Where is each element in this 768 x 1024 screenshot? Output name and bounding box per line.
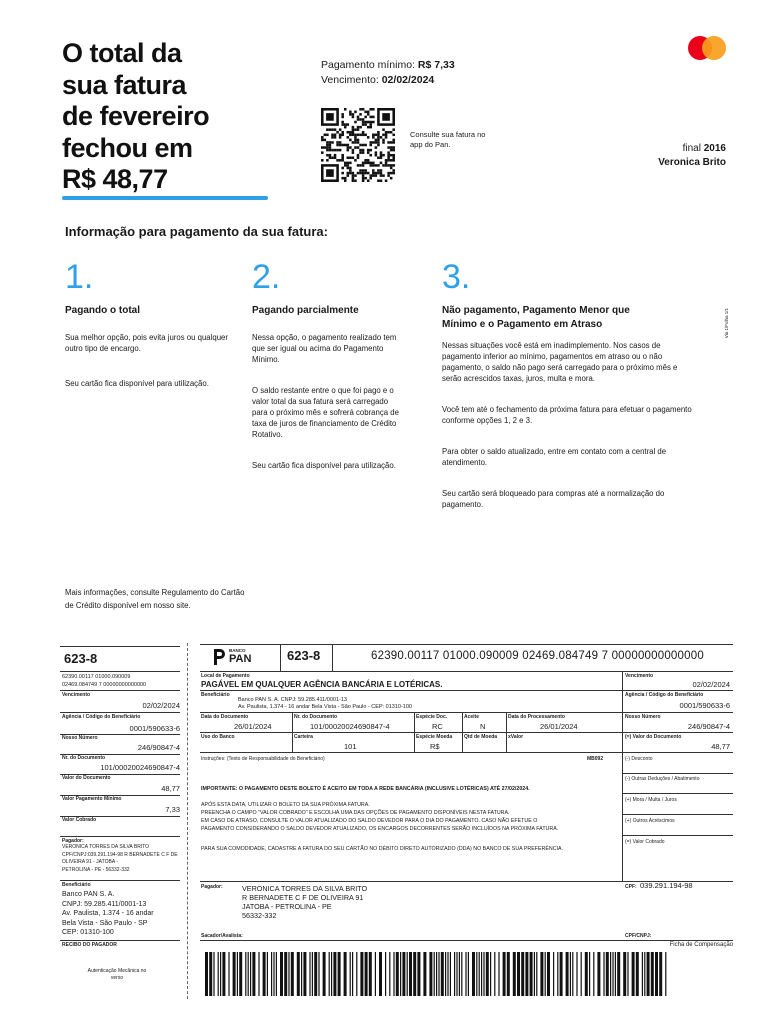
cut-line: [187, 643, 188, 999]
bank-code: 623-8: [287, 648, 321, 663]
valor-doc-label: (=) Valor do Documento: [625, 734, 682, 740]
aceite: N: [480, 722, 486, 731]
stub-recibo: RECIBO DO PAGADOR: [62, 942, 117, 948]
stub-pagador-line: CPF/CNPJ:039.291.194-98 R BERNADETE C F DE: [62, 851, 178, 858]
card-holder: Veronica Brito: [658, 157, 726, 168]
step-paragraph: Seu cartão fica disponível para utilização.: [65, 379, 209, 388]
due-date-value: 02/02/2024: [381, 74, 435, 86]
headline-total: R$ 48,77: [62, 164, 168, 194]
stub-nrdoc-label: Nr. do Documento: [62, 755, 106, 761]
stub-beneficiario-line: CNPJ: 59.285.411/0001-13: [62, 900, 147, 908]
stub-valormin-label: Valor Pagamento Mínimo: [62, 796, 122, 802]
stub-pagador: [62, 844, 178, 874]
valor-cobrado-label: (=) Valor Cobrado: [625, 839, 665, 845]
stub-pagador-line: PETROLINA - PE - 56332-332: [62, 866, 130, 873]
card-final-label: final: [682, 143, 701, 154]
step-paragraph: O saldo restante entre o que foi pago e o valor total da sua fatura será carregado para o próximo mês e sofrerá cobrança de taxa de juros de financiamento de Crédito Rotativo.: [252, 386, 399, 439]
step-paragraph: Sua melhor opção, pois evita juros ou qualquer outro tipo de encargo.: [65, 333, 228, 353]
benef-label: Beneficiário: [201, 692, 230, 698]
step-number: 3.: [442, 258, 471, 296]
instr-line: APÓS ESTA DATA, UTILIZAR O BOLETO DA SUA PRÓXIMA FATURA.: [201, 802, 370, 808]
step-paragraph: Seu cartão fica disponível para utilização.: [252, 461, 396, 470]
stub-vencimento: 02/02/2024: [142, 701, 180, 710]
step-paragraph: Para obter o saldo atualizado, entre em contato com a central de atendimento.: [442, 447, 667, 467]
step-number: 2.: [252, 258, 281, 296]
headline-line: O total da: [62, 38, 182, 68]
especie-moeda: R$: [430, 742, 440, 751]
stub-pagador-line: VERONICA TORRES DA SILVA BRITO: [62, 844, 150, 850]
banco-pan-logo: [212, 647, 256, 667]
nosso-numero: 246/90847-4: [687, 722, 730, 731]
step-pay-partial: [252, 258, 402, 493]
valor-doc: 48,77: [711, 742, 730, 751]
pagador-label: Pagador:: [201, 884, 223, 890]
step-title: Pagando o total: [65, 305, 140, 316]
stub-beneficiario-line: Bela Vista - São Paulo - SP: [62, 919, 148, 927]
xvalor-label: xValor: [508, 734, 524, 740]
step-non-payment: [442, 258, 692, 532]
stub-autenticacao: Autenticação Mecânica no verso: [87, 968, 147, 981]
pagador: [242, 884, 367, 920]
mastercard-logo-icon: [688, 36, 726, 60]
stub-nosso: 246/90847-4: [137, 743, 180, 752]
nr-doc: 101/000200246908​47-4: [310, 722, 390, 731]
stub-beneficiario-label: Beneficiário: [62, 882, 91, 888]
bank-name-top: BANCO: [229, 648, 246, 653]
doc-code: MB092: [587, 756, 604, 762]
stub-pagador-line: OLIVEIRA 91 - JATOBA -: [62, 859, 118, 865]
headline-line: sua fatura: [62, 69, 187, 100]
card-final-number: 2016: [703, 143, 726, 154]
sacador-label: Sacador/Avalista:: [201, 933, 243, 939]
min-payment-value: R$ 7,33: [417, 59, 455, 71]
stub-beneficiario-line: CEP: 01310-100: [62, 929, 114, 936]
instr-important: IMPORTANTE: O PAGAMENTO DESTE BOLETO É ACEITO EM TODA A REDE BANCÁRIA (INCLUSIVE LOTÉRICAS) ATÉ 27/02/2024.: [201, 786, 530, 792]
stub-valorcobrado-label: Valor Cobrado: [62, 817, 97, 823]
data-proc: 26/01/2024: [540, 722, 578, 731]
ficha-compensacao: Ficha de Compensação: [669, 942, 733, 948]
qr-code: [321, 108, 395, 182]
step-paragraph: Nessa opção, o pagamento realizado tem que ser igual ou acima do Pagamento Mínimo.: [252, 333, 397, 364]
instr-last: PARA SUA COMODIDADE, CADASTRE A FATURA DO SEU CARTÃO NO DÉBITO DIRETO AUTORIZADO (DDA) NO BANCO DE SUA PREFERÊNCIA.: [201, 846, 564, 852]
card-info: [658, 142, 726, 170]
qtd-moeda-label: Qtd de Moeda: [464, 734, 498, 740]
bank-name: PAN: [229, 653, 252, 665]
stub-digitable-line: [62, 673, 146, 689]
nr-doc-label: Nr. do Documento: [294, 714, 338, 720]
instr-line: PAGAMENTO CONSIDERANDO O SALDO DEVEDOR ATUALIZADO, OS ENCARGOS DECORRENTES SERÃO INCLUÍDOS NA PRÓXIMA FATURA.: [201, 826, 559, 832]
cpf: 039.291.194-98: [640, 881, 693, 890]
section-title: Informação para pagamento da sua fatura:: [65, 224, 328, 239]
stub-beneficiario: [62, 890, 154, 938]
pagador-line: JATOBA - PETROLINA - PE: [242, 902, 332, 911]
data-proc-label: Data do Processamento: [508, 714, 565, 720]
more-info-note: Mais informações, consulte Regulamento do Cartão de Crédito disponível em nosso site.: [65, 588, 245, 610]
venc-label: Vencimento: [625, 673, 654, 679]
instr-block: [201, 801, 558, 833]
stub-valormin: 7,33: [165, 805, 180, 814]
instr-line: EM CASO DE ATRASO, CONSULTE O VALOR ATUALIZADO DO SALDO DEVEDOR PARA O DIA DO PAGAMENTO. CASO NÃO EFETUE O: [201, 818, 538, 824]
aceite-label: Aceite: [464, 714, 480, 720]
mora-label: (+) Mora / Multa / Juros: [625, 797, 677, 803]
invoice-headline: [62, 38, 282, 196]
local-pagamento: PAGÁVEL EM QUALQUER AGÊNCIA BANCÁRIA E LOTÉRICAS.: [201, 680, 443, 689]
barcode: [205, 952, 667, 996]
especie-moeda-label: Espécie Moeda: [416, 734, 453, 740]
stub-vencimento-label: Vencimento: [62, 692, 91, 698]
stub-valordoc-label: Valor do Documento: [62, 775, 111, 781]
data-doc: 26/01/2024: [234, 722, 272, 731]
desconto-label: (-) Desconto: [625, 756, 653, 762]
step-number: 1.: [65, 258, 94, 296]
stub-pagador-label: Pagador:: [62, 838, 84, 844]
cpf-label: CPF:: [625, 884, 637, 890]
stub-valordoc: 48,77: [161, 784, 180, 793]
qr-caption: Consulte sua fatura no app do Pan.: [410, 130, 486, 149]
stub-bank-code: 623-8: [64, 651, 98, 666]
page-side-note: Via 1/Folha 1/1: [724, 308, 729, 339]
especie-doc-label: Espécie Doc.: [416, 714, 448, 720]
stub-beneficiario-line: Banco PAN S. A.: [62, 891, 115, 898]
step-title: Não pagamento, Pagamento Menor que Mínimo e o Pagamento em Atraso: [442, 305, 630, 330]
payment-summary: [321, 58, 455, 88]
benef-line: Banco PAN S. A. CNPJ: 59.285.411/0001-13: [238, 697, 347, 703]
stub-agencia: 0001/590633-6: [129, 724, 180, 733]
stub-line2: 02469.084749 7 00000000000000: [62, 682, 147, 688]
step-title: Pagando parcialmente: [252, 305, 359, 316]
headline-line: fechou em: [62, 132, 193, 163]
stub-beneficiario-line: Av. Paulista, 1.374 - 16 andar: [62, 910, 154, 917]
step-paragraph: Seu cartão será bloqueado para compras até a normalização do pagamento.: [442, 489, 665, 509]
step-pay-total: [65, 258, 235, 411]
agencia: 0001/590633-6: [679, 701, 730, 710]
digitable-line: 62390.00117 01000.090009 02469.084749 7 00000000000000: [371, 650, 704, 662]
min-payment-label: Pagamento mínimo:: [321, 59, 415, 71]
agencia-label: Agência / Código do Beneficiário: [625, 692, 704, 698]
stub-nrdoc: 101/000200246908​47-4: [100, 763, 180, 772]
step-paragraph: Você tem até o fechamento da próxima fatura para efetuar o pagamento conforme opções 1, 2 e 3.: [442, 405, 692, 425]
pagador-line: R BERNADETE C F DE OLIVEIRA 91: [242, 893, 364, 902]
carteira: 101: [344, 742, 357, 751]
headline-line: de fevereiro: [62, 101, 210, 131]
pagador-line: 56332-332: [242, 911, 277, 920]
stub-line1: 62390.00117 01000.090009: [62, 674, 131, 680]
carteira-label: Carteira: [294, 734, 313, 740]
benef-line: Av. Paulista, 1.374 - 16 andar Bela Vista - São Paulo - CEP: 01310-100: [238, 704, 412, 710]
vencimento: 02/02/2024: [692, 680, 730, 689]
instrucoes-label: Instruções: (Texto de Responsabilidade do Beneficiário): [201, 756, 325, 762]
step-paragraph: Nessas situações você está em inadimplemento. Nos casos de pagamento inferior ao mínimo, pagamentos em atraso ou o não pagamento, o saldo não pago será carregado para o próximo mês e serão acrescidos taxas, juros, multa e mora.: [442, 341, 678, 383]
instr-line: PREENCHA O CAMPO "VALOR COBRADO" E ESCOLHA UMA DAS OPÇÕES DE PAGAMENTO DISPONÍVEIS NESTA FATURA.: [201, 810, 510, 816]
stub-nosso-label: Nosso Número: [62, 735, 98, 741]
especie-doc: RC: [432, 722, 443, 731]
outros-acrescimos-label: (+) Outros Acréscimos: [625, 818, 675, 824]
pagador-line: VERONICA TORRES DA SILVA BRITO: [242, 884, 368, 893]
local-label: Local de Pagamento: [201, 673, 250, 679]
nosso-label: Nosso Número: [625, 714, 661, 720]
cpf-cnpj-label: CPF/CNPJ:: [625, 933, 652, 939]
beneficiario: [238, 697, 412, 711]
stub-agencia-label: Agência / Código do Beneficiário: [62, 714, 141, 720]
uso-banco-label: Uso do Banco: [201, 734, 235, 740]
outras-deducoes-label: (-) Outras Deduções / Abatimento: [625, 776, 700, 782]
data-doc-label: Data do Documento: [201, 714, 249, 720]
due-date-label: Vencimento:: [321, 74, 379, 86]
headline-underline: [62, 196, 268, 200]
pan-p-icon: [212, 647, 226, 667]
